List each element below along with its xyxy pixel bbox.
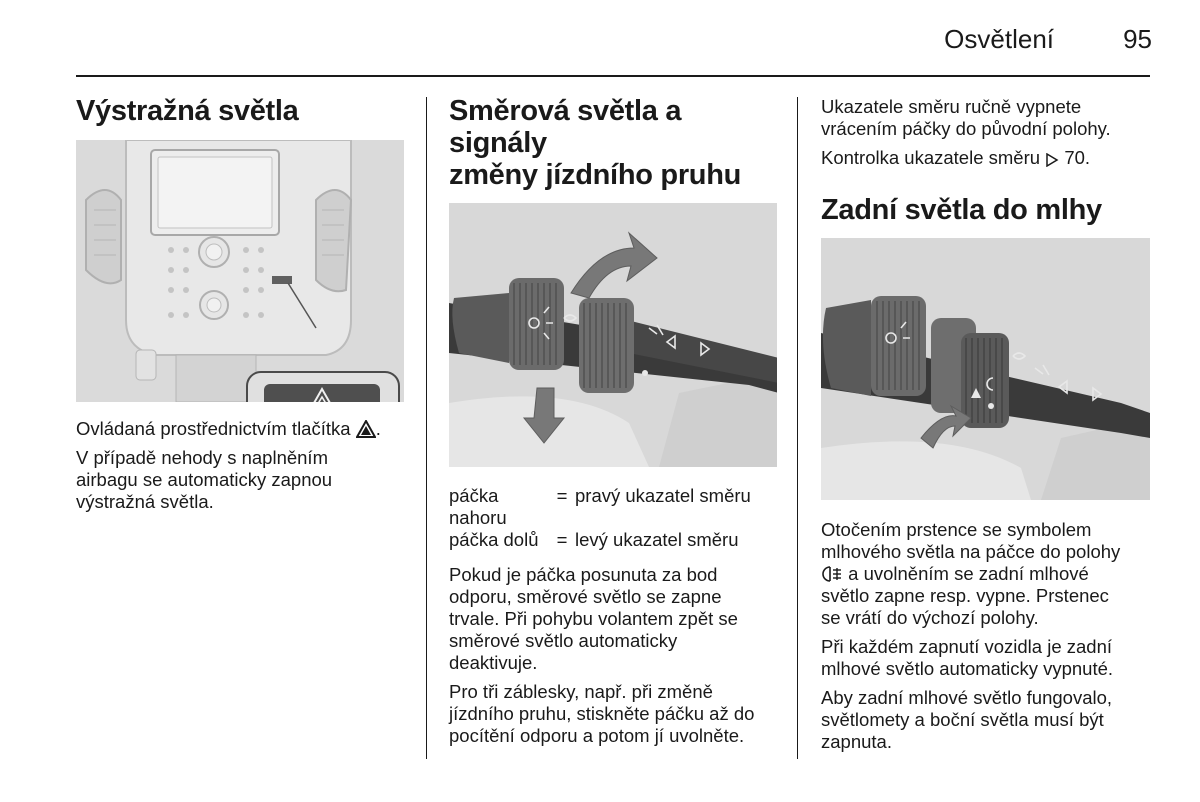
column-rear-fog — [821, 96, 1151, 753]
page-reference[interactable]: 70. — [1064, 147, 1091, 168]
column-divider-1 — [426, 97, 427, 759]
reference-arrow-icon — [1045, 153, 1059, 167]
definition-row: páčka nahoru = pravý ukazatel směru — [449, 485, 751, 528]
paragraph-hazard-control: Ovládaná prostřednictvím tlačítka . — [76, 418, 381, 439]
rear-fog-light-icon — [821, 565, 843, 583]
definition-list — [449, 485, 777, 551]
column-hazard-lights — [76, 95, 406, 513]
figure-rear-fog-ring — [821, 238, 1150, 500]
paragraph-hazard-airbag: V případě nehody s naplněním airbagu se automaticky zapnou výstražná světla. — [76, 447, 333, 512]
paragraph-fog-requirements: Aby zadní mlhové světlo fungovalo, světlomety a boční světla musí být zapnuta. — [821, 687, 1113, 752]
figure-dashboard-hazard-button — [76, 140, 404, 402]
section-heading-rear-fog: Zadní světla do mlhy — [821, 194, 1102, 226]
paragraph-lane-change: Pro tři záblesky, např. při změně jízdního pruhu, stiskněte páčku až do pocítění odporu a potom jí uvolněte. — [449, 681, 755, 746]
section-heading-hazard: Výstražná světla — [76, 95, 299, 127]
paragraph-indicator-ref: Kontrolka ukazatele směru 70. — [821, 147, 1091, 168]
column-divider-2 — [797, 97, 798, 759]
hazard-triangle-icon — [356, 420, 376, 438]
section-heading-turn-signals: Směrová světla a signály změny jízdního pruhu — [449, 95, 742, 191]
running-header-title: Osvětlení — [944, 24, 1054, 54]
paragraph-manual-off: Ukazatele směru ručně vypnete vrácením páčky do původní polohy. — [821, 96, 1111, 139]
paragraph-permanent-signal: Pokud je páčka posunuta za bod odporu, směrové světlo se zapne trvale. Při pohybu volantem zpět se směrové světlo automaticky deaktivuje. — [449, 564, 738, 673]
figure-turn-signal-stalk — [449, 203, 777, 467]
definition-row: páčka dolů = levý ukazatel směru — [449, 529, 739, 550]
page-number: 95 — [1123, 24, 1152, 54]
header-divider — [76, 75, 1150, 77]
column-turn-signals — [449, 95, 779, 747]
paragraph-fog-auto-off: Při každém zapnutí vozidla je zadní mlhové světlo automaticky vypnuté. — [821, 636, 1114, 679]
paragraph-fog-ring: Otočením prstence se symbolem mlhového světla na páčce do polohy a uvolněním se zadní mlhové světlo zapne resp. vypne. Prstenec se vrátí do výchozí polohy. — [821, 519, 1121, 628]
